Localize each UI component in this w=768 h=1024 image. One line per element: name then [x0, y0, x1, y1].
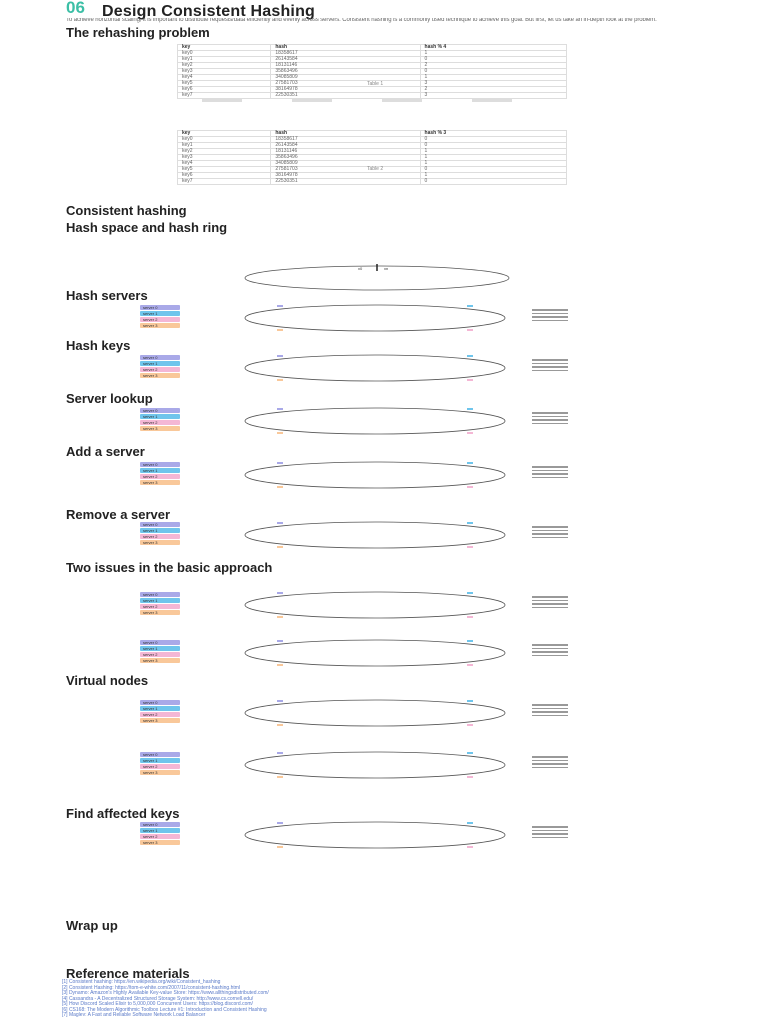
server-node — [277, 546, 283, 548]
key-list — [532, 410, 568, 426]
server-node — [277, 664, 283, 666]
legend-item: server 2 — [140, 534, 180, 539]
key-entry — [532, 423, 568, 425]
table-header: hash % 4 — [420, 45, 566, 51]
key-entry — [532, 537, 568, 539]
table-cell: 1 — [420, 155, 566, 161]
page-title: Design Consistent Hashing — [102, 3, 316, 20]
server-node — [467, 700, 473, 702]
ring-label-xn: xn — [384, 266, 389, 271]
hash-ring-figure — [242, 262, 512, 292]
legend-item: server 1 — [140, 311, 180, 316]
hash-ring-figure — [240, 351, 510, 385]
key-entry — [532, 526, 568, 528]
server-node — [467, 546, 473, 548]
server-node — [467, 432, 473, 434]
server-node — [277, 724, 283, 726]
table-cell: key2 — [178, 149, 271, 155]
server-node — [467, 355, 473, 357]
server-node — [277, 592, 283, 594]
section-heading: Hash servers — [66, 288, 148, 303]
key-entry — [532, 366, 568, 368]
key-entry — [532, 416, 568, 418]
key-list — [532, 824, 568, 840]
table-header: key — [178, 131, 271, 137]
legend-item: server 1 — [140, 646, 180, 651]
table-cell: 2 — [420, 63, 566, 69]
table-cell: 26143584 — [271, 143, 420, 149]
key-entry — [532, 596, 568, 598]
section-heading: Hash space and hash ring — [66, 220, 228, 235]
server-box — [382, 98, 422, 102]
reference-list — [62, 980, 269, 1019]
legend-item: server 0 — [140, 700, 180, 705]
server-legend — [140, 700, 180, 724]
table-cell: 0 — [420, 69, 566, 75]
key-entry — [532, 316, 568, 318]
server-node — [467, 592, 473, 594]
key-entry — [532, 533, 568, 535]
section-heading: Server lookup — [66, 391, 153, 406]
key-entry — [532, 655, 568, 657]
legend-item: server 1 — [140, 414, 180, 419]
legend-item: server 2 — [140, 652, 180, 657]
table-cell: key1 — [178, 57, 271, 63]
section-heading: Two issues in the basic approach — [66, 560, 273, 575]
legend-item: server 3 — [140, 480, 180, 485]
section-heading: Wrap up — [66, 918, 118, 933]
table-cell: 26143584 — [271, 57, 420, 63]
table-cell: 1 — [420, 149, 566, 155]
table-cell: 38164978 — [271, 87, 420, 93]
hash-ring — [245, 462, 505, 488]
legend-item: server 3 — [140, 426, 180, 431]
hash-ring-figure — [240, 696, 510, 730]
reference-link[interactable]: [4] Cassandra - A Decentralized Structured Storage System: http://www.cs.cornell.edu/ — [62, 995, 254, 1002]
server-legend — [140, 752, 180, 776]
table-cell: key1 — [178, 143, 271, 149]
server-node — [467, 486, 473, 488]
server-node — [277, 700, 283, 702]
server-node — [467, 462, 473, 464]
table-cell: key3 — [178, 155, 271, 161]
table-cell: key4 — [178, 161, 271, 167]
server-node — [277, 640, 283, 642]
server-node — [467, 408, 473, 410]
key-entry — [532, 309, 568, 311]
chapter-number: 06 — [66, 0, 85, 17]
legend-item: server 2 — [140, 420, 180, 425]
key-entry — [532, 470, 568, 472]
server-legend — [140, 522, 180, 546]
table-cell: 3 — [420, 93, 566, 99]
key-entry — [532, 359, 568, 361]
key-entry — [532, 830, 568, 832]
table-cell: 1 — [420, 161, 566, 167]
server-legend — [140, 822, 180, 846]
server-node — [467, 305, 473, 307]
legend-item: server 0 — [140, 462, 180, 467]
key-entry — [532, 320, 568, 322]
server-legend — [140, 305, 180, 329]
table-cell: 1 — [420, 173, 566, 179]
table-cell: key4 — [178, 75, 271, 81]
server-node — [277, 776, 283, 778]
hash-ring — [245, 305, 505, 331]
section-heading: Add a server — [66, 444, 145, 459]
legend-item: server 2 — [140, 834, 180, 839]
legend-item: server 1 — [140, 706, 180, 711]
key-entry — [532, 711, 568, 713]
intro-paragraph — [66, 18, 716, 23]
key-entry — [532, 756, 568, 758]
table-2 — [177, 130, 567, 185]
server-legend — [140, 640, 180, 664]
server-legend — [140, 462, 180, 486]
table-cell: 27581703 — [271, 81, 420, 87]
server-box — [472, 98, 512, 102]
key-entry — [532, 648, 568, 650]
server-node — [467, 664, 473, 666]
server-node — [467, 776, 473, 778]
reference-link[interactable]: [6] CS168: The Modern Algorithmic Toolbox Lecture #1: Introduction and Consistent Hashing — [62, 1006, 267, 1013]
legend-item: server 2 — [140, 712, 180, 717]
hash-ring — [245, 640, 505, 666]
server-node — [467, 329, 473, 331]
server-node — [467, 846, 473, 848]
reference-link[interactable]: [3] Dynamo: Amazon's Highly Available Key-value Store: https://www.allthingsdistributed.com/ — [62, 990, 269, 996]
table-cell: key6 — [178, 87, 271, 93]
section-heading: Remove a server — [66, 507, 171, 522]
legend-item: server 3 — [140, 323, 180, 328]
legend-item: server 3 — [140, 840, 180, 845]
hash-ring-figure — [240, 588, 510, 622]
table-cell: 18358617 — [271, 137, 420, 143]
hash-ring-figure — [240, 518, 510, 552]
hash-ring-figure — [240, 748, 510, 782]
table-row — [178, 179, 567, 185]
server-diagram-1 — [202, 96, 582, 118]
key-entry — [532, 370, 568, 372]
table-cell: 0 — [420, 137, 566, 143]
key-entry — [532, 651, 568, 653]
key-entry — [532, 833, 568, 835]
key-entry — [532, 363, 568, 365]
table-cell: key0 — [178, 51, 271, 57]
table-cell: key7 — [178, 93, 271, 99]
server-node — [277, 305, 283, 307]
table-cell: 1 — [420, 51, 566, 57]
hash-ring — [245, 408, 505, 434]
section-heading: Reference materials — [66, 966, 190, 981]
table-cell: 3 — [420, 81, 566, 87]
key-entry — [532, 466, 568, 468]
document-page — [62, 0, 722, 1024]
legend-item: server 0 — [140, 592, 180, 597]
key-entry — [532, 715, 568, 717]
legend-item: server 0 — [140, 305, 180, 310]
legend-item: server 1 — [140, 758, 180, 763]
legend-item: server 3 — [140, 373, 180, 378]
table-cell: 18131146 — [271, 149, 420, 155]
table-cell: 0 — [420, 179, 566, 185]
server-node — [467, 724, 473, 726]
reference-link[interactable]: [1] Consistent hashing: https://en.wikipedia.org/wiki/Consistent_hashing — [62, 979, 221, 985]
legend-item: server 0 — [140, 640, 180, 645]
legend-item: server 0 — [140, 822, 180, 827]
key-entry — [532, 708, 568, 710]
table-cell: 35863496 — [271, 69, 420, 75]
table-cell: key5 — [178, 81, 271, 87]
server-box — [292, 98, 332, 102]
key-entry — [532, 473, 568, 475]
legend-item: server 0 — [140, 355, 180, 360]
key-list — [532, 357, 568, 373]
server-node — [467, 522, 473, 524]
legend-item: server 3 — [140, 610, 180, 615]
legend-item: server 3 — [140, 718, 180, 723]
table-cell: 1 — [420, 75, 566, 81]
legend-item: server 3 — [140, 770, 180, 775]
legend-item: server 1 — [140, 828, 180, 833]
table-cell: 0 — [420, 143, 566, 149]
hash-ring — [245, 592, 505, 618]
server-node — [467, 379, 473, 381]
key-list — [532, 524, 568, 540]
key-list — [532, 754, 568, 770]
table-cell: 38164978 — [271, 173, 420, 179]
legend-item: server 0 — [140, 522, 180, 527]
key-entry — [532, 313, 568, 315]
hash-ring — [245, 752, 505, 778]
table-cell: 0 — [420, 57, 566, 63]
server-node — [467, 640, 473, 642]
key-entry — [532, 530, 568, 532]
hash-ring — [245, 822, 505, 848]
key-entry — [532, 603, 568, 605]
server-node — [277, 616, 283, 618]
hash-ring — [245, 522, 505, 548]
ring-label-x0: x0 — [358, 266, 363, 271]
server-node — [277, 408, 283, 410]
server-node — [277, 355, 283, 357]
table-cell: 2 — [420, 87, 566, 93]
table-cell: key7 — [178, 179, 271, 185]
legend-item: server 0 — [140, 752, 180, 757]
server-node — [277, 522, 283, 524]
hash-ring-figure — [240, 301, 510, 335]
table-cell: 0 — [420, 167, 566, 173]
table-cell: 22530351 — [271, 179, 420, 185]
table-cell: key2 — [178, 63, 271, 69]
legend-item: server 1 — [140, 468, 180, 473]
key-entry — [532, 763, 568, 765]
server-node — [277, 752, 283, 754]
legend-item: server 0 — [140, 408, 180, 413]
table-header: hash — [271, 45, 420, 51]
legend-item: server 2 — [140, 604, 180, 609]
table-cell: key0 — [178, 137, 271, 143]
server-legend — [140, 408, 180, 432]
table-cell: 22530351 — [271, 93, 420, 99]
table-cell: 18358617 — [271, 51, 420, 57]
server-node — [277, 432, 283, 434]
hash-ring-figure — [240, 818, 510, 852]
server-node — [277, 462, 283, 464]
server-box — [202, 98, 242, 102]
hash-ring-figure — [240, 458, 510, 492]
table-cell: 34085809 — [271, 161, 420, 167]
table-caption: Table 1 — [367, 81, 384, 87]
key-entry — [532, 837, 568, 839]
server-node — [277, 486, 283, 488]
table-header: hash — [271, 131, 420, 137]
section-heading: Find affected keys — [66, 806, 180, 821]
key-list — [532, 594, 568, 610]
key-entry — [532, 644, 568, 646]
key-entry — [532, 767, 568, 769]
table-header: key — [178, 45, 271, 51]
key-entry — [532, 419, 568, 421]
key-entry — [532, 607, 568, 609]
table-cell: 18131146 — [271, 63, 420, 69]
section-heading: The rehashing problem — [66, 25, 210, 40]
table-cell: 35863496 — [271, 155, 420, 161]
server-legend — [140, 355, 180, 379]
section-heading: Consistent hashing — [66, 203, 187, 218]
legend-item: server 2 — [140, 764, 180, 769]
legend-item: server 1 — [140, 361, 180, 366]
key-list — [532, 642, 568, 658]
table-cell: key6 — [178, 173, 271, 179]
hash-ring-figure — [240, 404, 510, 438]
table-cell: key5 — [178, 167, 271, 173]
legend-item: server 2 — [140, 317, 180, 322]
table-cell: key3 — [178, 69, 271, 75]
key-entry — [532, 477, 568, 479]
reference-link[interactable]: [5] How Discord Scaled Elixir to 5,000,000 Concurrent Users: https://blog.discord.com/ — [62, 1001, 253, 1007]
table-1 — [177, 44, 567, 99]
intro-text: To achieve horizontal scaling, it is important to distribute requests/data efficiently and evenly across servers. Consistent hashing is a commonly used technique to achieve this goal. But first, let us take an in-depth look at the problem. — [66, 18, 657, 23]
table-caption: Table 2 — [367, 166, 384, 172]
key-list — [532, 307, 568, 323]
hash-ring-figure — [240, 636, 510, 670]
table-cell: 34085809 — [271, 75, 420, 81]
hash-ring — [245, 355, 505, 381]
server-node — [277, 379, 283, 381]
legend-item: server 1 — [140, 528, 180, 533]
key-entry — [532, 760, 568, 762]
key-entry — [532, 704, 568, 706]
reference-link[interactable]: [2] Consistent Hashing: https://tom-e-white.com/2007/11/consistent-hashing.html — [62, 984, 241, 991]
server-node — [277, 846, 283, 848]
server-legend — [140, 592, 180, 616]
server-node — [467, 752, 473, 754]
table-header: hash % 3 — [420, 131, 566, 137]
server-node — [277, 329, 283, 331]
server-node — [467, 822, 473, 824]
section-heading: Hash keys — [66, 338, 131, 353]
section-heading: Virtual nodes — [66, 673, 149, 688]
table-cell: 27581703 — [271, 167, 420, 173]
server-node — [467, 616, 473, 618]
key-entry — [532, 412, 568, 414]
server-node — [277, 822, 283, 824]
legend-item: server 3 — [140, 658, 180, 663]
key-list — [532, 702, 568, 718]
legend-item: server 3 — [140, 540, 180, 545]
reference-link[interactable]: [7] Maglev: A Fast and Reliable Software Network Load Balancer — [62, 1012, 206, 1018]
legend-item: server 1 — [140, 598, 180, 603]
key-list — [532, 464, 568, 480]
hash-ring — [245, 700, 505, 726]
legend-item: server 2 — [140, 474, 180, 479]
key-entry — [532, 600, 568, 602]
key-entry — [532, 826, 568, 828]
legend-item: server 2 — [140, 367, 180, 372]
